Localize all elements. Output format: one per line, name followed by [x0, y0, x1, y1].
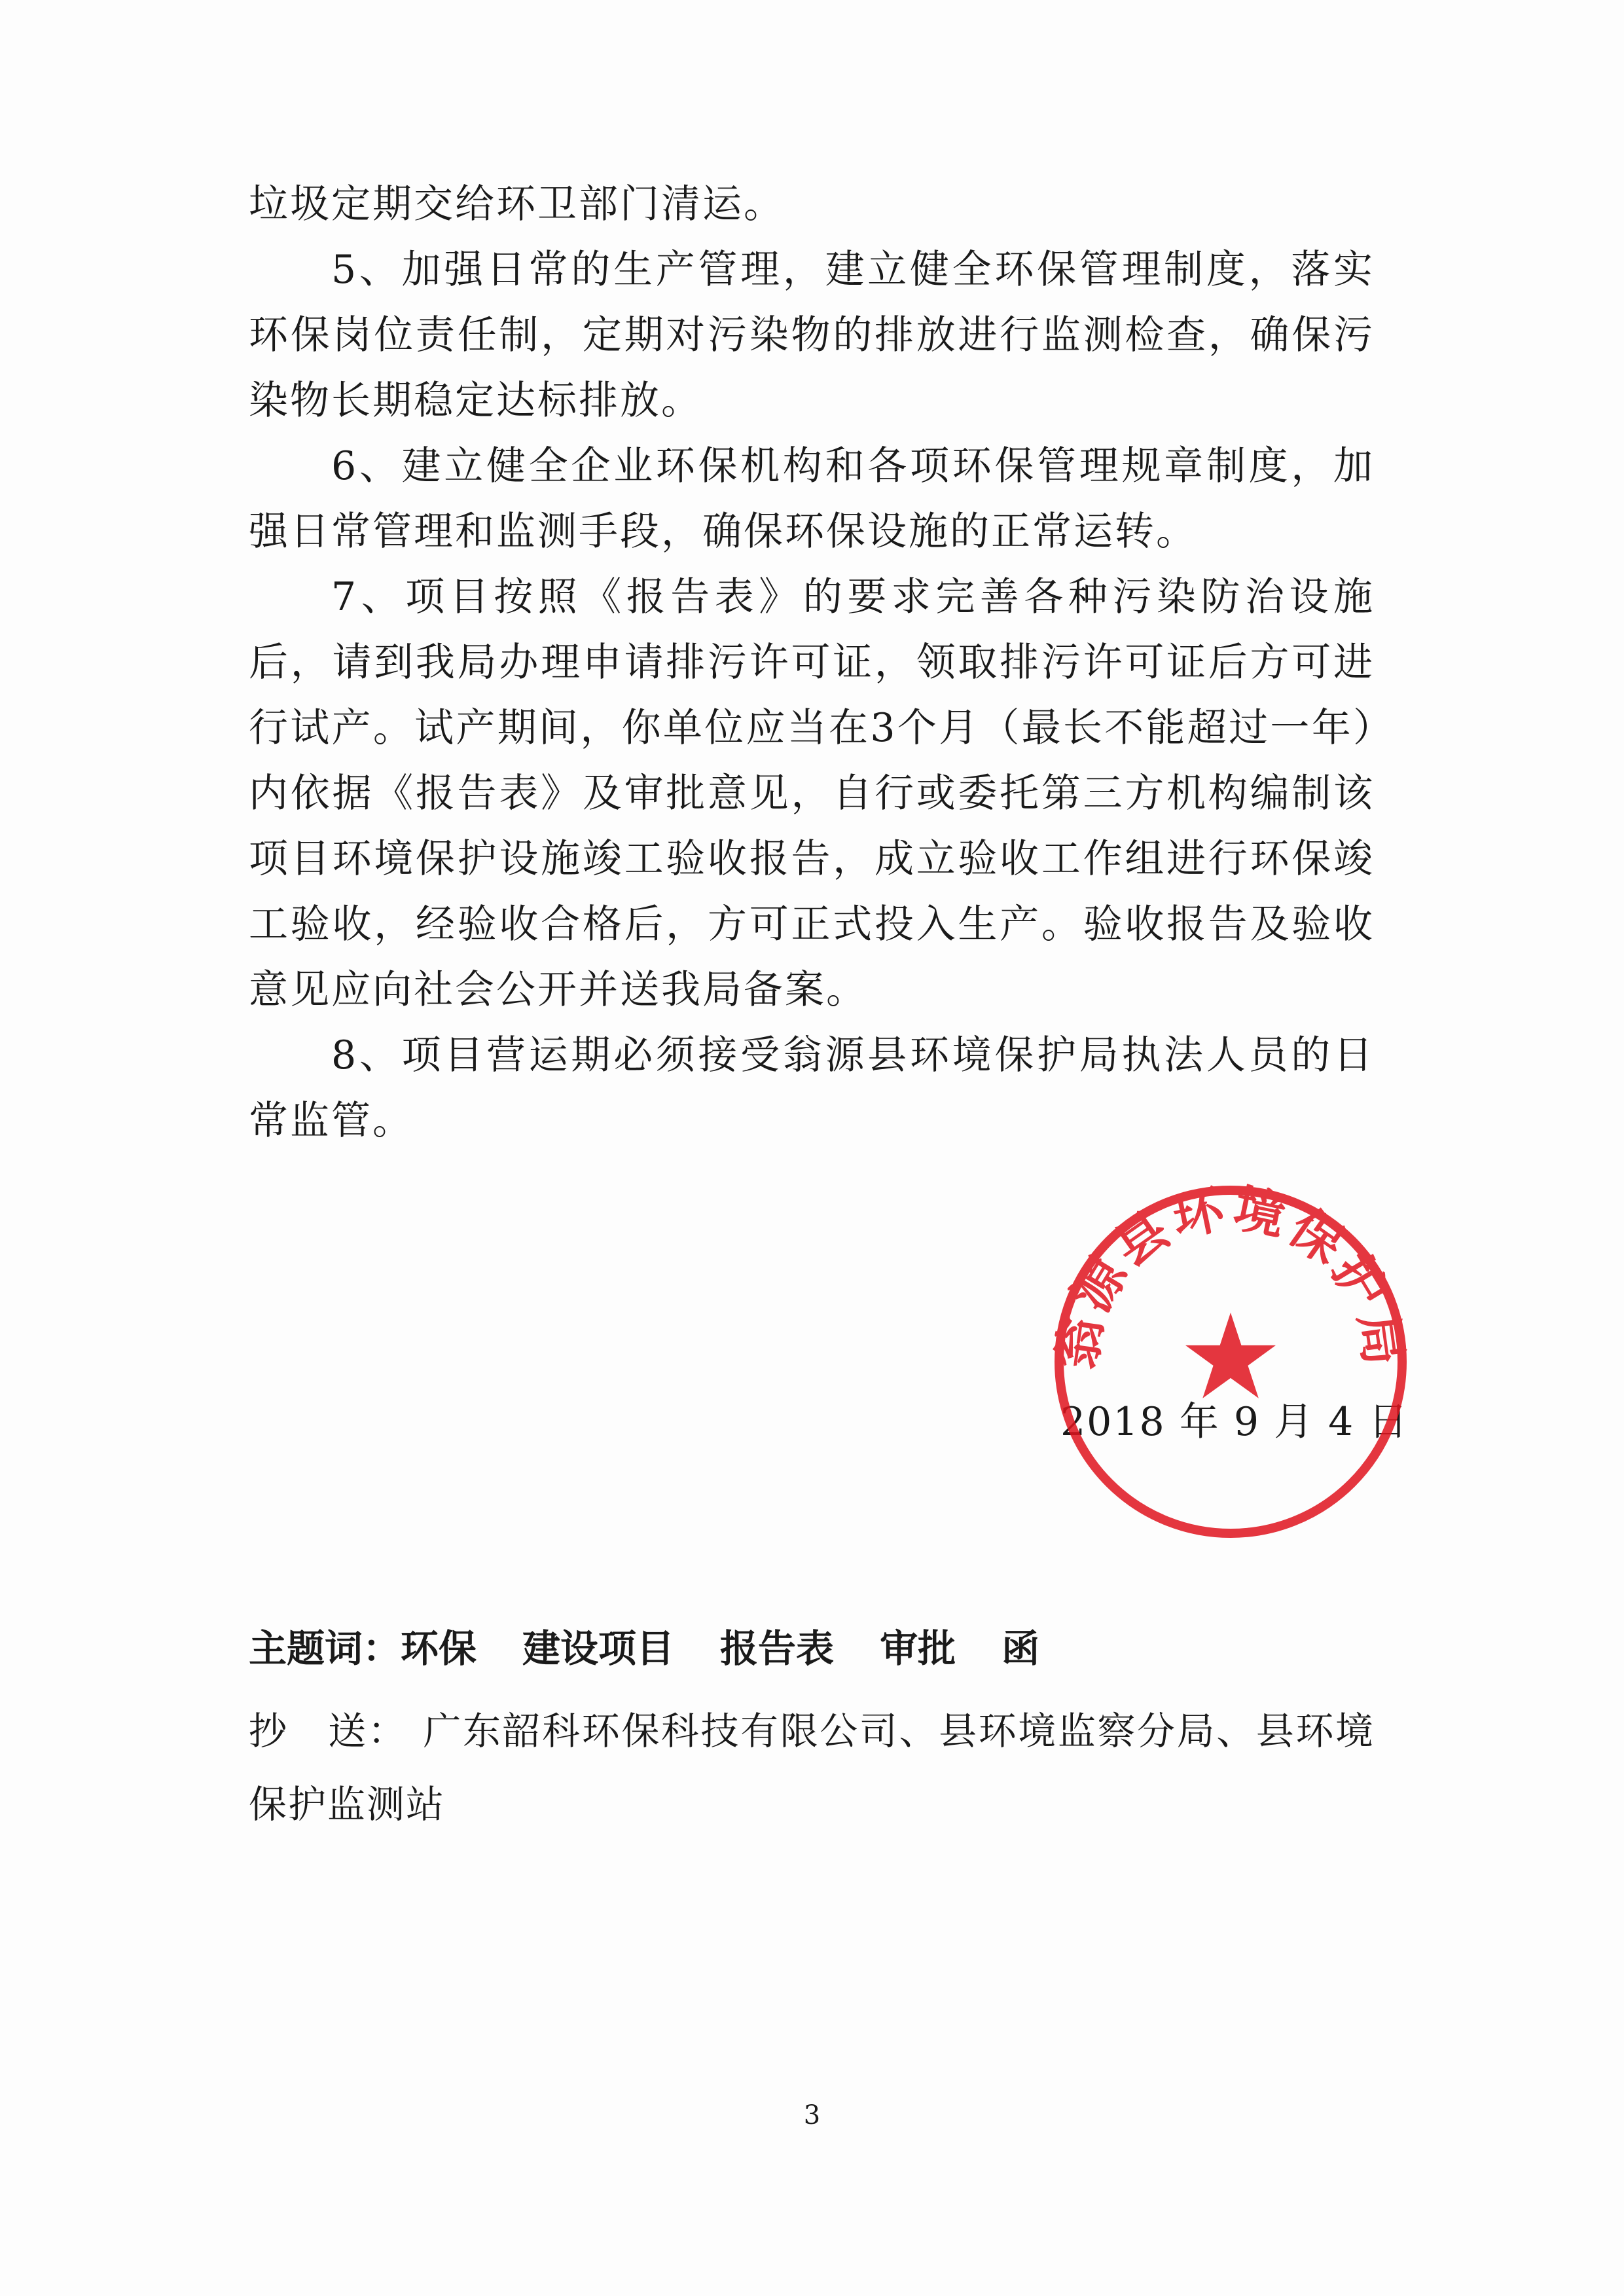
- seal-text: 翁源县环境保护局: [1047, 1179, 1414, 1373]
- paragraph-1: 垃圾定期交给环卫部门清运。: [249, 181, 785, 227]
- subject-keywords: [249, 1616, 1375, 1681]
- cc-recipients: [249, 1694, 1375, 1841]
- subject-label: 主题词：: [249, 1626, 401, 1671]
- page-number: 3: [803, 2100, 821, 2130]
- body-text: [249, 172, 1375, 1154]
- issue-date: 2018 年 9 月 4 日: [1060, 1399, 1409, 1445]
- cc-label: 抄 送：: [249, 1709, 408, 1753]
- subject-keyword: 函: [1001, 1626, 1040, 1671]
- paragraph-8: 8、项目营运期必须接受翁源县环境保护局执法人员的日常监管。: [249, 1032, 1375, 1144]
- subject-keyword: 建设项目: [522, 1626, 675, 1671]
- seal-star-icon: ★: [1178, 1289, 1284, 1426]
- subject-keyword: 审批: [880, 1626, 956, 1671]
- paragraph-6: 6、建立健全企业环保机构和各项环保管理规章制度，加强日常管理和监测手段，确保环保设施的正常运转。: [249, 443, 1375, 555]
- subject-keyword: 报告表: [720, 1626, 835, 1671]
- subject-keyword: 环保: [401, 1626, 477, 1671]
- official-seal: [1047, 1178, 1414, 1545]
- paragraph-7: 7、项目按照《报告表》的要求完善各种污染防治设施后，请到我局办理申请排污许可证，领取排污许可证后方可进行试产。试产期间，你单位应当在3个月（最长不能超过一年）内依据《报告表》及审批意见，自行或委托第三方机构编制该项目环境保护设施竣工验收报告，成立验收工作组进行环保竣工验收，经验收合格后，方可正式投入生产。验收报告及验收意见应向社会公开并送我局备案。: [249, 574, 1375, 1013]
- cc-list: 广东韶科环保科技有限公司、县环境监察分局、县环境保护监测站: [249, 1709, 1375, 1827]
- paragraph-5: 5、加强日常的生产管理，建立健全环保管理制度，落实环保岗位责任制，定期对污染物的排放进行监测检查，确保污染物长期稳定达标排放。: [249, 247, 1375, 424]
